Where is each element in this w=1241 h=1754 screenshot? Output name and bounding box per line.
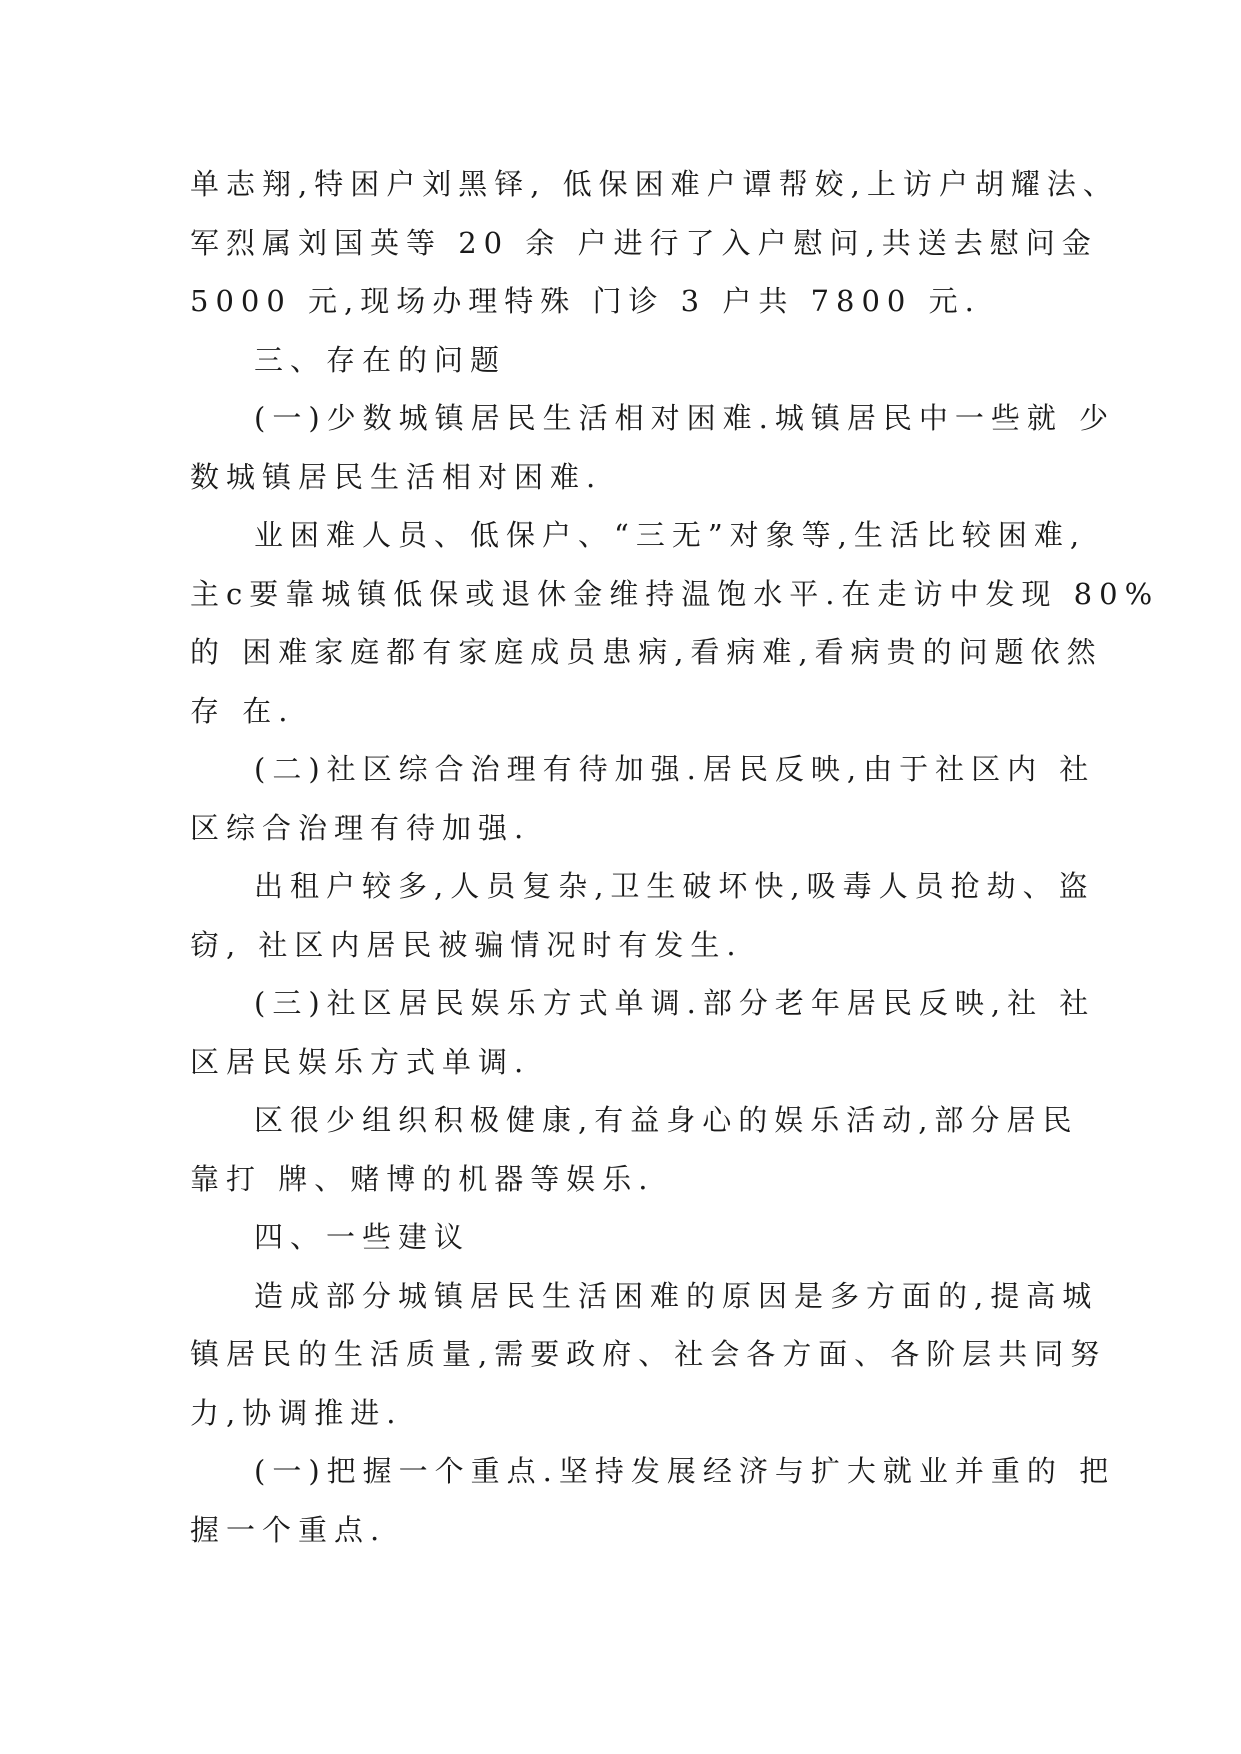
text-line: 靠打 牌、赌博的机器等娱乐.: [190, 1161, 655, 1196]
text-line: 存 在.: [190, 693, 295, 728]
subsection-heading: (一)少数城镇居民生活相对困难.城镇居民中一些就 少: [254, 401, 1116, 435]
subsection-heading: (一)把握一个重点.坚持发展经济与扩大就业并重的 把: [254, 1454, 1116, 1488]
text-line: 单志翔,特困户刘黑铎, 低保困难户谭帮姣,上访户胡耀法、: [190, 167, 1119, 201]
text-line: 5000 元,现场办理特殊 门诊 3 户共 7800 元.: [190, 284, 981, 318]
subsection-heading: (二)社区综合治理有待加强.居民反映,由于社区内 社: [254, 752, 1096, 786]
text-line: 窃, 社区内居民被骗情况时有发生.: [190, 927, 743, 962]
text-line: 军烈属刘国英等 20 余 户进行了入户慰问,共送去慰问金: [190, 225, 1098, 260]
text-line: 握一个重点.: [190, 1512, 387, 1547]
text-line: 数城镇居民生活相对困难.: [190, 459, 603, 494]
section-heading: 三、存在的问题: [254, 342, 507, 377]
text-line: 主c要靠城镇低保或退休金维持温饱水平.在走访中发现 80%: [190, 576, 1160, 611]
paragraph-start: 出租户较多,人员复杂,卫生破坏快,吸毒人员抢劫、盗: [254, 869, 1095, 903]
subsection-heading: (三)社区居民娱乐方式单调.部分老年居民反映,社 社: [254, 986, 1096, 1020]
text-line: 的 困难家庭都有家庭成员患病,看病难,看病贵的问题依然: [190, 635, 1103, 669]
paragraph-start: 造成部分城镇居民生活困难的原因是多方面的,提高城: [254, 1278, 1099, 1313]
paragraph-start: 区很少组织积极健康,有益身心的娱乐活动,部分居民: [254, 1103, 1079, 1137]
section-heading: 四、一些建议: [254, 1220, 471, 1254]
document-body: [190, 155, 1160, 1559]
text-line: 区综合治理有待加强.: [190, 810, 531, 845]
paragraph-start: 业困难人员、低保户、“三无”对象等,生活比较困难,: [254, 518, 1087, 552]
text-line: 力,协调推进.: [190, 1395, 403, 1430]
text-line: 镇居民的生活质量,需要政府、社会各方面、各阶层共同努: [190, 1337, 1107, 1371]
text-line: 区居民娱乐方式单调.: [190, 1044, 531, 1079]
